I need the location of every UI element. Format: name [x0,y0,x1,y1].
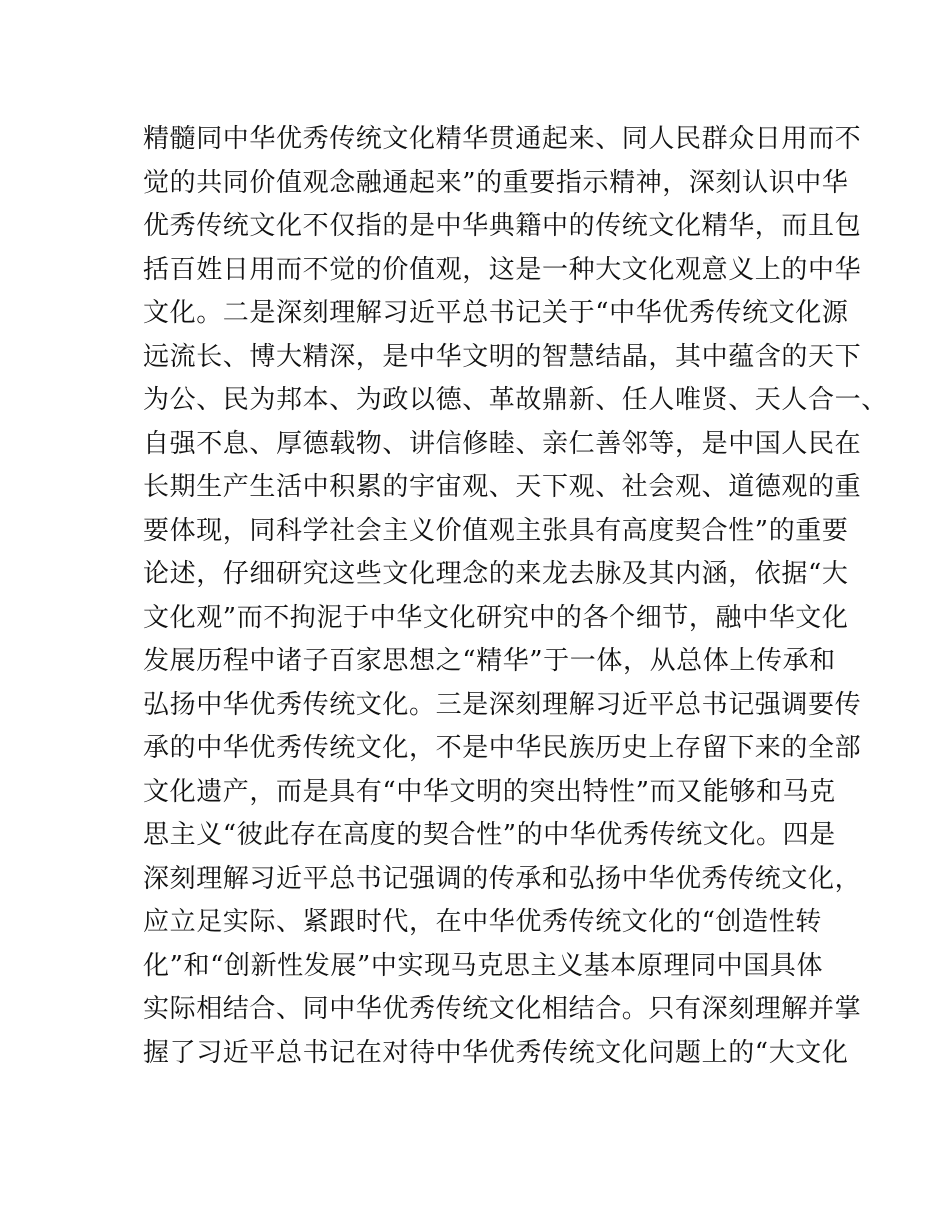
text-line: 优秀传统文化不仅指的是中华典籍中的传统文化精华，而且包 [143,211,862,241]
text-line: 要体现，同科学社会主义价值观主张具有高度契合性”的重要 [143,515,849,546]
text-line: 远流长、博大精深，是中华文明的智慧结晶，其中蕴含的天下 [143,341,862,372]
text-line: 觉的共同价值观念融通起来”的重要指示精神，深刻认识中华 [143,167,849,198]
text-line: 论述，仔细研究这些文化理念的来龙去脉及其内涵，依据“大 [143,559,849,589]
text-line: 为公、民为邦本、为政以德、革故鼎新、任人唯贤、天人合一、 [143,385,888,415]
text-line: 化”和“创新性发展”中实现马克思主义基本原理同中国具体 [143,950,824,981]
text-line: 实际相结合、同中华优秀传统文化相结合。只有深刻理解并掌 [143,994,862,1024]
text-line: 文化。二是深刻理解习近平总书记关于“中华优秀传统文化源 [143,298,849,328]
body-paragraph [143,118,888,1075]
text-line: 文化观”而不拘泥于中华文化研究中的各个细节，融中华文化 [143,602,849,633]
text-line: 应立足实际、紧跟时代，在中华优秀传统文化的“创造性转 [143,907,822,937]
text-line: 自强不息、厚德载物、讲信修睦、亲仁善邻等，是中国人民在 [143,428,862,459]
text-line: 长期生产生活中积累的宇宙观、天下观、社会观、道德观的重 [143,472,862,502]
text-line: 精髓同中华优秀传统文化精华贯通起来、同人民群众日用而不 [143,124,862,154]
text-line: 承的中华优秀传统文化，不是中华民族历史上存留下来的全部 [143,733,862,763]
text-line: 深刻理解习近平总书记强调的传承和弘扬中华优秀传统文化， [143,863,862,894]
text-line: 弘扬中华优秀传统文化。三是深刻理解习近平总书记强调要传 [143,689,862,720]
text-line: 发展历程中诸子百家思想之“精华”于一体，从总体上传承和 [143,646,836,676]
text-line: 文化遗产，而是具有“中华文明的突出特性”而又能够和马克 [143,776,836,807]
text-line: 括百姓日用而不觉的价值观，这是一种大文化观意义上的中华 [143,254,862,285]
text-line: 握了习近平总书记在对待中华优秀传统文化问题上的“大文化 [143,1037,849,1068]
text-line: 思主义“彼此存在高度的契合性”的中华优秀传统文化。四是 [143,820,836,850]
